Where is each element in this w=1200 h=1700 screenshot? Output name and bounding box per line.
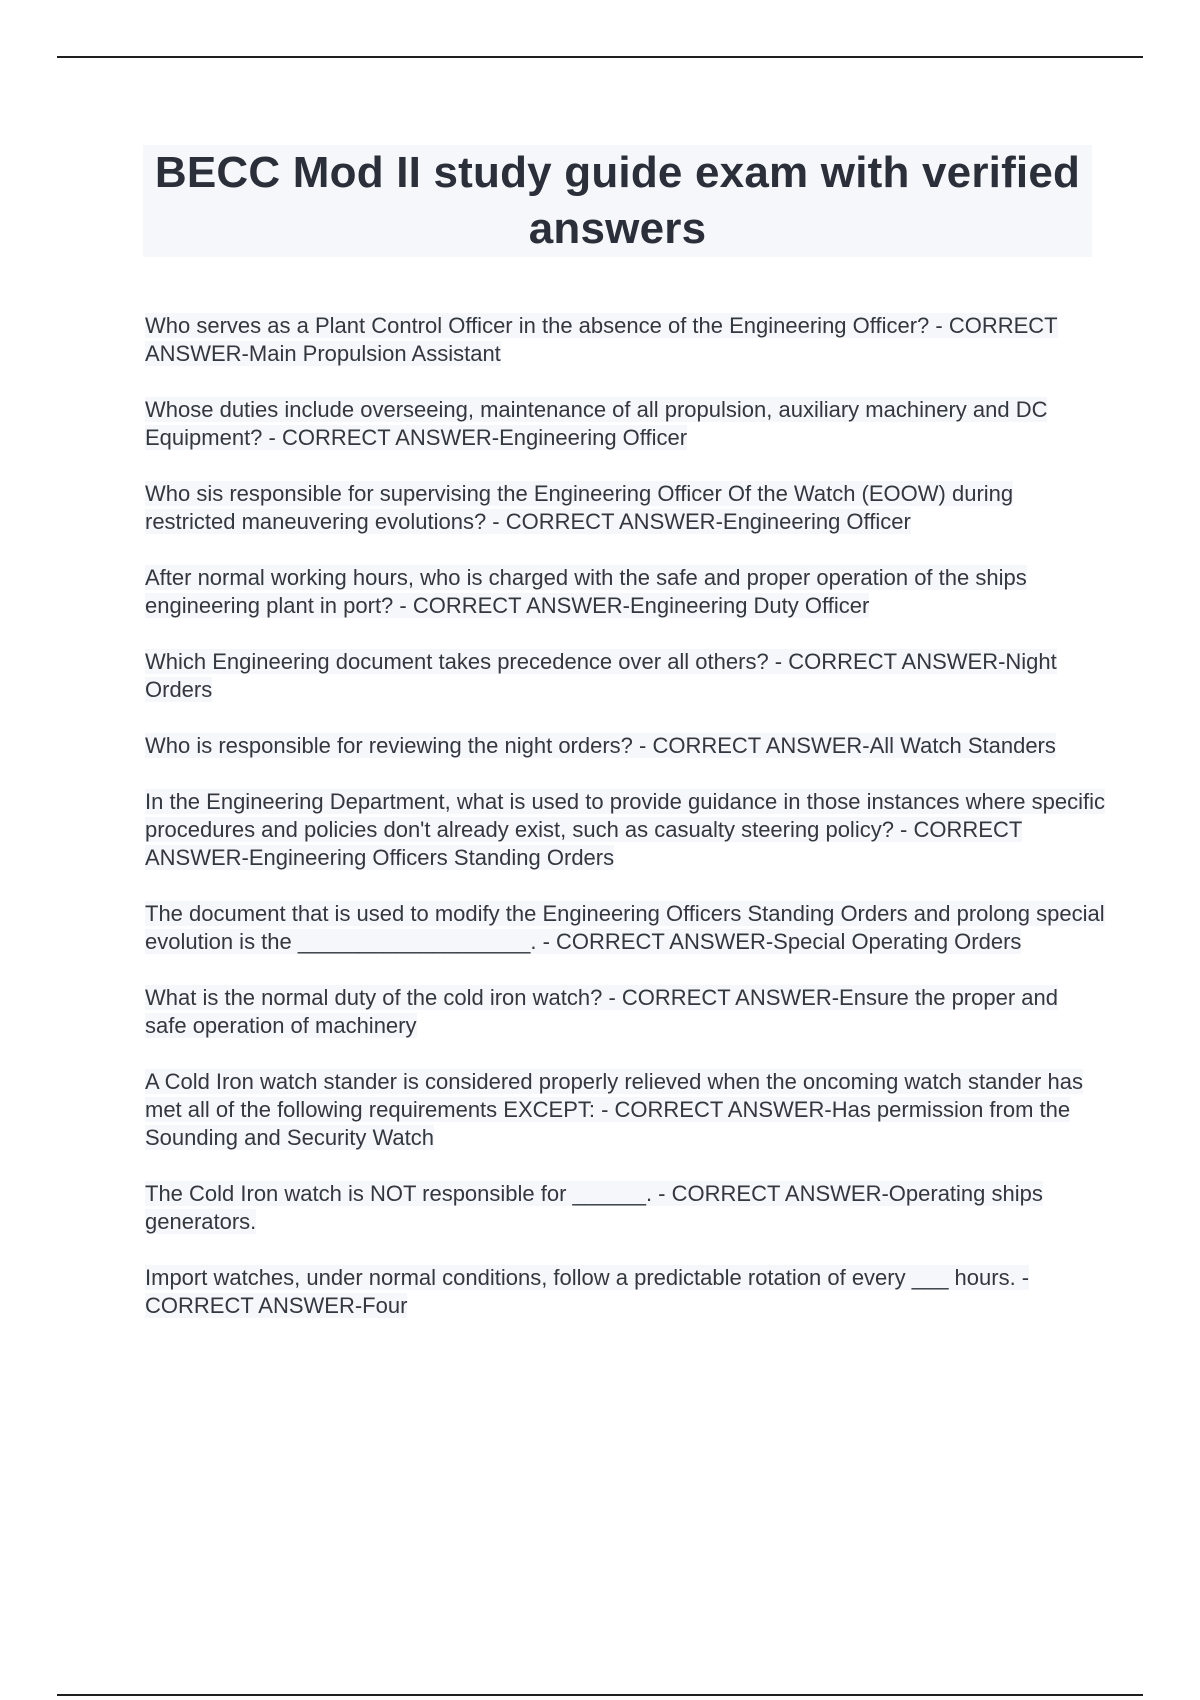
qa-text: Whose duties include overseeing, maintenance of all propulsion, auxiliary machinery and DC Equipment? - CORRECT ANSWER-Engineering Officer bbox=[145, 397, 1048, 450]
top-rule bbox=[57, 56, 1143, 58]
page-title: BECC Mod II study guide exam with verified answers bbox=[154, 148, 1081, 253]
qa-item bbox=[145, 788, 1105, 872]
qa-text: Import watches, under normal conditions, follow a predictable rotation of every ___ hours. - CORRECT ANSWER-Four bbox=[145, 1265, 1030, 1318]
qa-text: Which Engineering document takes precedence over all others? - CORRECT ANSWER-Night Orders bbox=[145, 649, 1057, 702]
title-banner bbox=[143, 145, 1092, 257]
qa-text: The document that is used to modify the Engineering Officers Standing Orders and prolong special evolution is the ___________________. - CORRECT ANSWER-Special Operating Orders bbox=[145, 901, 1105, 954]
bottom-rule bbox=[57, 1694, 1143, 1696]
qa-item bbox=[145, 1180, 1105, 1236]
qa-item bbox=[145, 564, 1105, 620]
qa-text: What is the normal duty of the cold iron watch? - CORRECT ANSWER-Ensure the proper and safe operation of machinery bbox=[145, 985, 1058, 1038]
qa-text: Who is responsible for reviewing the night orders? - CORRECT ANSWER-All Watch Standers bbox=[145, 733, 1056, 758]
qa-item bbox=[145, 900, 1105, 956]
qa-text: A Cold Iron watch stander is considered properly relieved when the oncoming watch stander has met all of the following requirements EXCEPT: - CORRECT ANSWER-Has permission from the Sounding and Security Watch bbox=[145, 1069, 1083, 1150]
qa-text: The Cold Iron watch is NOT responsible for ______. - CORRECT ANSWER-Operating ships generators. bbox=[145, 1181, 1043, 1234]
qa-text: In the Engineering Department, what is used to provide guidance in those instances where specific procedures and policies don't already exist, such as casualty steering policy? - CORRECT ANSWER-Engineering Officers Standing Orders bbox=[145, 789, 1106, 870]
qa-item bbox=[145, 312, 1105, 368]
qa-item bbox=[145, 984, 1105, 1040]
qa-item bbox=[145, 648, 1105, 704]
qa-list bbox=[145, 312, 1105, 1348]
qa-item bbox=[145, 396, 1105, 452]
qa-text: After normal working hours, who is charged with the safe and proper operation of the ships engineering plant in port? - CORRECT ANSWER-Engineering Duty Officer bbox=[145, 565, 1027, 618]
qa-text: Who sis responsible for supervising the Engineering Officer Of the Watch (EOOW) during restricted maneuvering evolutions? - CORRECT ANSWER-Engineering Officer bbox=[145, 481, 1014, 534]
qa-item bbox=[145, 732, 1105, 760]
qa-item bbox=[145, 1068, 1105, 1152]
qa-item bbox=[145, 480, 1105, 536]
qa-text: Who serves as a Plant Control Officer in the absence of the Engineering Officer? - CORRECT ANSWER-Main Propulsion Assistant bbox=[145, 313, 1058, 366]
qa-item bbox=[145, 1264, 1105, 1320]
